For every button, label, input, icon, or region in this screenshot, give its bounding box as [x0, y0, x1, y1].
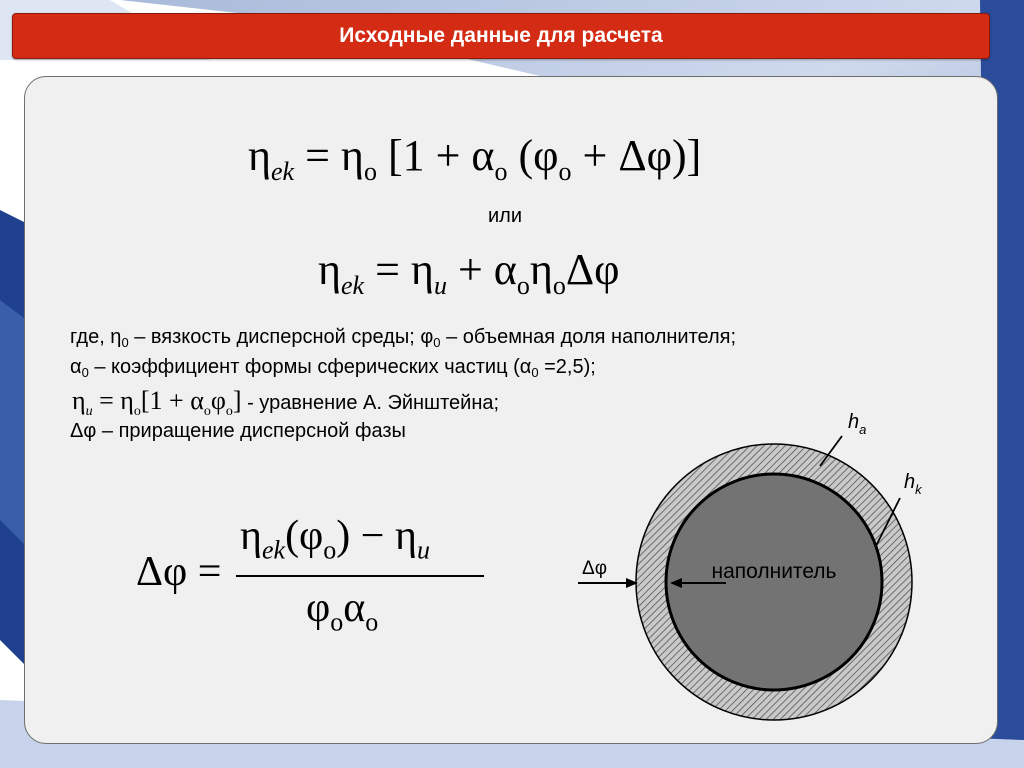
desc1-b-sub: 0 [433, 335, 441, 350]
desc1-a-sub: 0 [121, 335, 129, 350]
hk-subscript: k [915, 482, 922, 497]
einstein-sub-i: и [85, 404, 93, 420]
eq2-rhs: = η [375, 245, 434, 294]
eq2-sub-o2: o [552, 270, 566, 300]
eq2-alpha: + α [457, 245, 517, 294]
ha-label [848, 411, 866, 437]
desc1-b: – вязкость дисперсной среды; φ [128, 326, 434, 348]
eq1-bracket: [1 + α [387, 131, 495, 180]
delta-num-sub-ek: ek [261, 535, 286, 565]
ha-letter: h [848, 411, 860, 433]
delta-den-sub-o: o [330, 607, 344, 637]
delta-num-paren: (φ [285, 513, 324, 559]
slide-title: Исходные данные для расчета [339, 24, 663, 47]
delta-den-phi: φ [306, 585, 331, 631]
eq2-sub-ek: ek [341, 270, 365, 300]
einstein-bracket: [1 + α [140, 386, 204, 415]
delta-den-sub-o2: o [365, 607, 379, 637]
einstein-eta: η [72, 386, 86, 415]
delta-num-eta: η [240, 513, 262, 559]
eq2-eta2: η [529, 245, 553, 294]
delta-num-sub-o: o [323, 535, 337, 565]
desc2-c: =2,5); [538, 356, 596, 378]
eq1-sub-o3: o [558, 156, 572, 186]
eq1-sub-o2: o [494, 156, 508, 186]
ha-subscript: a [859, 422, 867, 437]
eq1-sub-ek: ek [271, 156, 295, 186]
eq2-sub-o: o [516, 270, 530, 300]
eq1-paren: (φ [518, 131, 559, 180]
desc4-text: Δφ – приращение дисперсной фазы [70, 420, 406, 442]
einstein-sub-o3: o [225, 404, 233, 420]
eq2-eta: η [318, 245, 342, 294]
einstein-phi: φ [210, 386, 226, 415]
einstein-sub-o2: o [203, 404, 211, 420]
delta-den-alpha: α [343, 585, 366, 631]
delta-phi-label: Δφ [582, 558, 608, 579]
desc1-a: где, η [70, 326, 122, 348]
desc2-b: – коэффициент формы сферических частиц (α [88, 356, 532, 378]
filler-label: наполнитель [711, 560, 837, 583]
eq2-delta-phi: Δφ [565, 245, 620, 294]
eq2-sub-i: и [433, 270, 447, 300]
hk-label [904, 471, 923, 497]
eq1-tail: + Δφ)] [582, 131, 702, 180]
eq1-sub-o: o [363, 156, 377, 186]
hk-letter: h [904, 471, 916, 493]
desc3-text: - уравнение А. Эйнштейна; [241, 392, 500, 414]
desc2-a-sub: 0 [81, 365, 89, 380]
einstein-rhs: = η [99, 386, 134, 415]
desc2-a: α [70, 356, 82, 378]
einstein-end: ] [232, 386, 242, 415]
einstein-sub-o: o [133, 404, 141, 420]
delta-phi-arrow [578, 578, 638, 588]
delta-lhs-text: Δφ = [136, 549, 222, 595]
delta-num-sub-i: и [416, 535, 430, 565]
delta-num-tail: ) − η [336, 513, 417, 559]
eq1-eta: η [248, 131, 272, 180]
eq1-rhs: = η [305, 131, 364, 180]
or-label: или [488, 205, 523, 227]
desc2-b-sub: 0 [531, 365, 539, 380]
desc1-c: – объемная доля наполнителя; [440, 326, 737, 348]
